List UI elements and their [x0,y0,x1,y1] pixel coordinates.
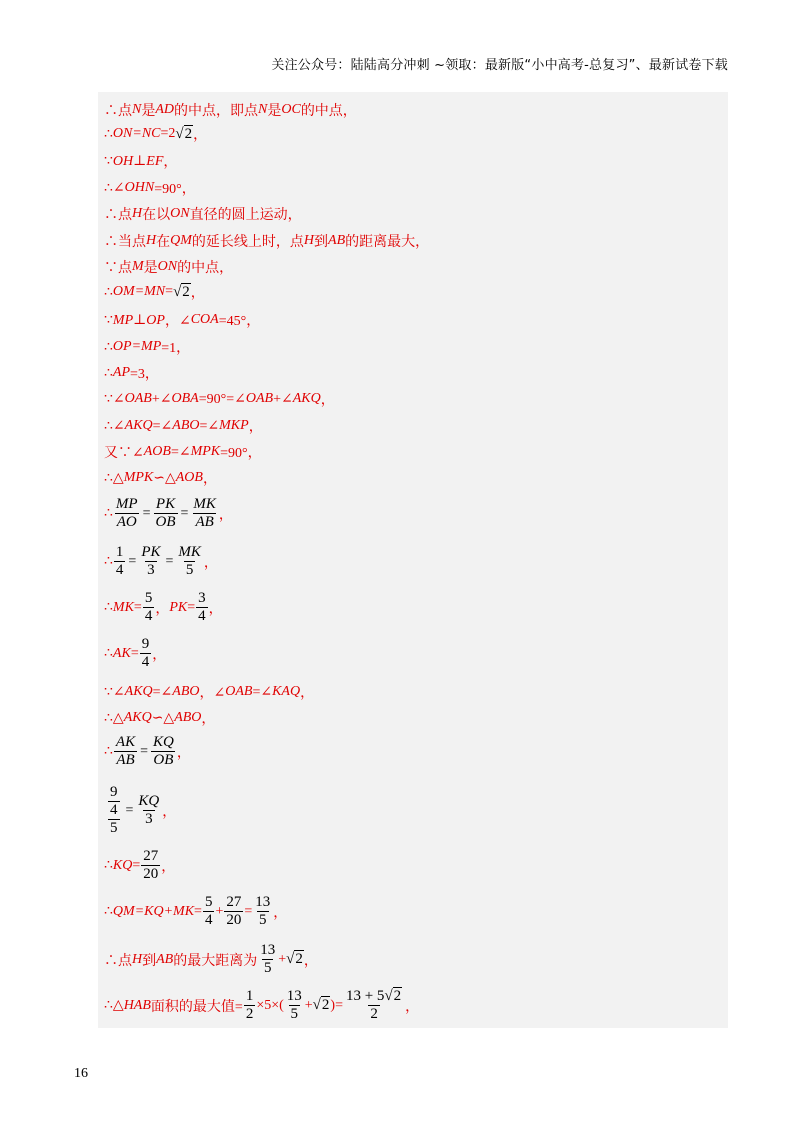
solution-line: $\frac{\frac{9}{4}}{5}$ = $\frac{KQ}{3}$ ， [104,784,176,837]
solution-content [98,92,728,1028]
fraction: $\frac{MK}{5}$ [178,544,201,578]
solution-line: ∴当点 H 在 QM 的延长线上时，点 H 到 AB 的距离最大， [104,233,430,250]
solution-line: ∴ OP=MP =1， [104,339,191,356]
fraction: $\frac{MP}{AO}$ [115,496,138,530]
solution-line: ∵点 M 是 ON 的中点， [104,259,234,276]
fraction: $\frac{5}{4}$ [204,894,213,928]
solution-line: ∵ MP⊥OP ，∠ COA =45°， [104,312,261,329]
fraction: $\frac{27}{20}$ [226,894,242,928]
page-header: 关注公众号：陆陆高分冲刺 ~领取：最新版“小中高考-总复习”、最新试卷下载 [271,58,728,73]
fraction: $\frac{MK}{AB}$ [193,496,216,530]
fraction: $\frac{AK}{AB}$ [115,734,136,768]
solution-line: ∴ KQ = $\frac{27}{20}$ ， [104,848,176,882]
solution-line: ∴点 H 到 AB 的最大距离为 $\frac{13}{5}$ + √2 ， [104,942,318,976]
fraction: $\frac{13}{5}$ [260,942,276,976]
compound-fraction: $\frac{\frac{9}{4}}{5}$ [110,784,118,836]
solution-line: ∵∠ AKQ =∠ ABO ，∠ OAB =∠ KAQ ， [104,684,315,701]
solution-line: ∴△ HAB 面积的最大值= $\frac{1}{2}$ ×5×( $\frac{13}{5}$ + √2 )= $\frac{13 + 5√2}{2}$ ， [104,988,420,1022]
solution-line: ∴△ AKQ ∽△ ABO ， [104,710,216,727]
fraction: $\frac{13}{5}$ [286,988,302,1022]
fraction: $\frac{9}{4}$ [110,784,118,818]
solution-line: ∴ QM=KQ+MK = $\frac{5}{4}$ + $\frac{27}{20}$ = $\frac{13}{5}$ ， [104,894,288,928]
solution-line: ∴点 N 是 AD 的中点，即点 N 是 OC 的中点， [104,102,357,119]
fraction: $\frac{KQ}{OB}$ [153,734,174,768]
fraction: $\frac{13 + 5√2}{2}$ [345,988,402,1022]
solution-line: ∴△ MPK ∽△ AOB ， [104,470,217,487]
solution-line: ∵ OH⊥EF ， [104,153,178,170]
solution-line: ∴点 H 在以 ON 直径的圆上运动， [104,206,302,223]
fraction: $\frac{13}{5}$ [255,894,271,928]
solution-line: ∴ $\frac{MP}{AO}$ = $\frac{PK}{OB}$ = $\frac{MK}{AB}$ ， [104,496,233,530]
sqrt-expression: √2 [173,283,190,300]
fraction: $\frac{PK}{OB}$ [155,496,176,530]
fraction: $\frac{1}{4}$ [115,544,124,578]
solution-line: ∴ OM=MN = √2 ， [104,283,205,301]
solution-line: ∴ AK = $\frac{9}{4}$ ， [104,636,167,670]
solution-line: ∵∠ OAB +∠ OBA =90°=∠ OAB +∠ AKQ ， [104,391,335,408]
page-number: 16 [74,1066,88,1081]
solution-line: ∴∠ OHN =90°， [104,180,196,197]
solution-line: ∴ $\frac{AK}{AB}$ = $\frac{KQ}{OB}$ ， [104,734,191,768]
solution-line: ∴ $\frac{1}{4}$ = $\frac{PK}{3}$ = $\frac{MK}{5}$ ， [104,544,218,578]
sqrt-expression: √2 [286,951,303,967]
sqrt-expression: √2 [175,125,193,142]
solution-line: ∴ ON=NC =2 √2 ， [104,125,208,143]
sqrt-expression: √2 [384,988,402,1004]
fraction: $\frac{KQ}{3}$ [138,793,160,827]
fraction: $\frac{5}{4}$ [144,590,153,624]
fraction: $\frac{3}{4}$ [198,590,206,624]
fraction: $\frac{9}{4}$ [141,636,150,670]
sqrt-expression: √2 [312,997,330,1013]
solution-line: ∴∠ AKQ =∠ ABO =∠ MKP ， [104,418,263,435]
fraction: $\frac{PK}{3}$ [141,544,161,578]
solution-line: 又∵∠ AOB =∠ MPK =90°， [104,444,262,461]
fraction: $\frac{27}{20}$ [143,848,159,882]
solution-line: ∴ MK = $\frac{5}{4}$ ， PK = $\frac{3}{4}$ ， [104,590,223,624]
solution-line: ∴ AP =3， [104,365,159,382]
fraction: $\frac{1}{2}$ [245,988,254,1022]
